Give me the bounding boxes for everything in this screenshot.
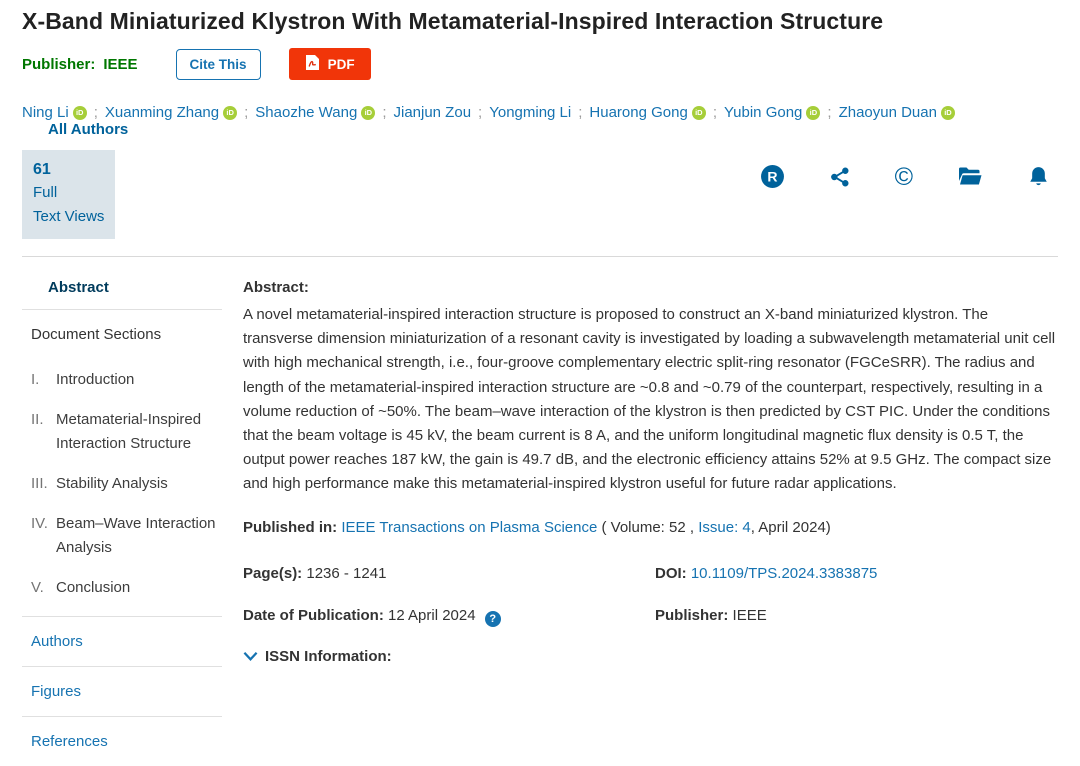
full-text-views-box (22, 150, 115, 239)
page-title: X-Band Miniaturized Klystron With Metamaterial-Inspired Interaction Structure (22, 8, 884, 34)
author-separator: ; (712, 104, 717, 121)
section-label: Metamaterial-Inspired Interaction Structure (56, 411, 202, 452)
author-separator: ; (478, 104, 483, 121)
sidebar-item-figures[interactable]: Figures (31, 683, 82, 700)
doi-row (655, 565, 1058, 582)
orcid-icon[interactable]: iD (73, 106, 87, 120)
cite-this-button[interactable]: Cite This (176, 49, 261, 80)
author-separator: ; (578, 104, 583, 121)
pdf-button[interactable] (289, 48, 371, 80)
published-in-row (243, 519, 1058, 536)
journal-link[interactable]: IEEE Transactions on Plasma Science (341, 518, 598, 536)
author-separator: ; (827, 104, 832, 121)
alerts-bell-icon[interactable] (1027, 165, 1050, 189)
sidebar-divider (22, 309, 222, 310)
author-link[interactable]: Jianjun Zou (393, 104, 472, 121)
publication-date-row (243, 607, 655, 627)
author-link[interactable]: Yongming Li (489, 104, 572, 121)
publisher-meta-row (655, 607, 1058, 627)
pages-row (243, 565, 655, 582)
doi-link[interactable]: 10.1109/TPS.2024.3383875 (690, 564, 878, 582)
publisher-meta-label: Publisher: (655, 606, 729, 624)
abstract-text: A novel metamaterial-inspired interaction structure is proposed to construct an X-band miniaturized klystron. The transverse dimension miniaturization of a resonant cavity is investigated by loading a subwavelength metamaterial unit cell with high mechanical strength, i.e., four-groove complementary electric split-ring resonator (FGCeSRR). The radius and length of the metamaterial-inspired interaction structure are ~0.8 and ~0.79 of the counterpart, respectively, resulting in a volume reduction of ~50%. The beam–wave interaction of the klystron is then predicted by CST PIC. Under the conditions that the beam voltage is 45 kV, the beam current is 8 A, and the uniform longitudinal magnetic flux density is 0.5 T, the output power reaches 187 kW, the gain is 49.7 dB, and the electronic efficiency attains 52% at 9.5 GHz. The compact size and high performance make this metamaterial-inspired klystron useful for future radar applications. (243, 306, 1056, 493)
abstract-heading: Abstract: (243, 279, 309, 296)
section-label: Stability Analysis (56, 475, 168, 492)
authors-row (22, 104, 1058, 138)
published-in-suffix: , April 2024) (750, 518, 831, 536)
published-in-label: Published in: (243, 518, 338, 536)
sidebar-item-authors[interactable]: Authors (31, 633, 83, 650)
share-icon[interactable] (829, 166, 851, 188)
author-separator: ; (382, 104, 387, 121)
orcid-icon[interactable]: iD (806, 106, 820, 120)
author-link[interactable]: Xuanming Zhang (104, 104, 220, 121)
sidebar-section-beam-wave-interaction-analysis[interactable] (31, 512, 222, 560)
doi-label: DOI: (655, 564, 687, 582)
section-label: Conclusion (56, 579, 131, 596)
sidebar-section-introduction[interactable] (31, 368, 222, 392)
pages-label: Page(s): (243, 564, 303, 582)
svg-text:R: R (767, 168, 778, 185)
orcid-icon[interactable]: iD (941, 106, 955, 120)
registered-mark-icon[interactable] (760, 164, 785, 189)
copyright-icon[interactable]: © (894, 162, 913, 191)
volume-text: ( Volume: 52 , (601, 518, 695, 536)
sidebar-divider (22, 616, 222, 617)
sidebar-divider (22, 666, 222, 667)
section-numeral: III. (31, 475, 48, 492)
views-count: 61 (33, 161, 51, 178)
views-label-line2: Text Views (33, 208, 105, 225)
publisher-name: IEEE (103, 55, 138, 73)
document-main (222, 257, 1058, 766)
metrics-row (22, 150, 1058, 239)
folder-icon[interactable] (957, 166, 983, 188)
section-numeral: I. (31, 371, 40, 388)
publisher-label: Publisher: (22, 55, 96, 73)
sidebar-sections-list (22, 368, 222, 600)
meta-grid (243, 565, 1058, 627)
section-numeral: V. (31, 579, 44, 596)
publisher-row (22, 48, 1058, 80)
sidebar-section-conclusion[interactable] (31, 576, 222, 600)
issue-link[interactable]: Issue: 4 (698, 518, 751, 536)
sidebar-divider (22, 716, 222, 717)
publication-date-value: 12 April 2024 (388, 606, 476, 624)
all-authors-link[interactable]: All Authors (48, 121, 129, 138)
orcid-icon[interactable]: iD (692, 106, 706, 120)
author-link[interactable]: Huarong Gong (589, 104, 688, 121)
pages-value: 1236 - 1241 (306, 564, 387, 582)
authors-list (22, 104, 955, 121)
publisher-meta-value: IEEE (732, 606, 767, 624)
issn-row[interactable] (243, 648, 1058, 665)
section-label: Introduction (56, 371, 135, 388)
author-link[interactable]: Ning Li (22, 104, 69, 121)
sidebar-item-references[interactable]: References (31, 733, 108, 750)
author-separator: ; (93, 104, 98, 121)
pdf-file-icon (305, 54, 320, 74)
orcid-icon[interactable]: iD (361, 106, 375, 120)
section-label: Beam–Wave Interaction Analysis (56, 515, 216, 556)
sidebar-section-stability-analysis[interactable] (31, 472, 222, 496)
author-separator: ; (244, 104, 249, 121)
sidebar-item-abstract[interactable]: Abstract (48, 279, 109, 296)
issn-label: ISSN Information: (265, 647, 392, 665)
author-link[interactable]: Yubin Gong (723, 104, 803, 121)
section-numeral: II. (31, 411, 44, 428)
document-sidebar (22, 257, 222, 766)
content-area (22, 257, 1058, 766)
help-icon[interactable]: ? (485, 611, 501, 627)
publication-date-label: Date of Publication: (243, 606, 384, 624)
action-icons (760, 164, 1050, 189)
sidebar-links (22, 616, 222, 750)
sidebar-document-sections-label: Document Sections (31, 326, 162, 343)
orcid-icon[interactable]: iD (223, 106, 237, 120)
views-label-line1: Full (33, 184, 58, 201)
chevron-down-icon[interactable] (243, 651, 258, 662)
sidebar-section-metamaterial-inspired-interaction-structure[interactable] (31, 408, 222, 456)
section-numeral: IV. (31, 515, 48, 532)
author-link[interactable]: Shaozhe Wang (255, 104, 358, 121)
author-link[interactable]: Zhaoyun Duan (838, 104, 937, 121)
pdf-button-label: PDF (327, 56, 355, 72)
